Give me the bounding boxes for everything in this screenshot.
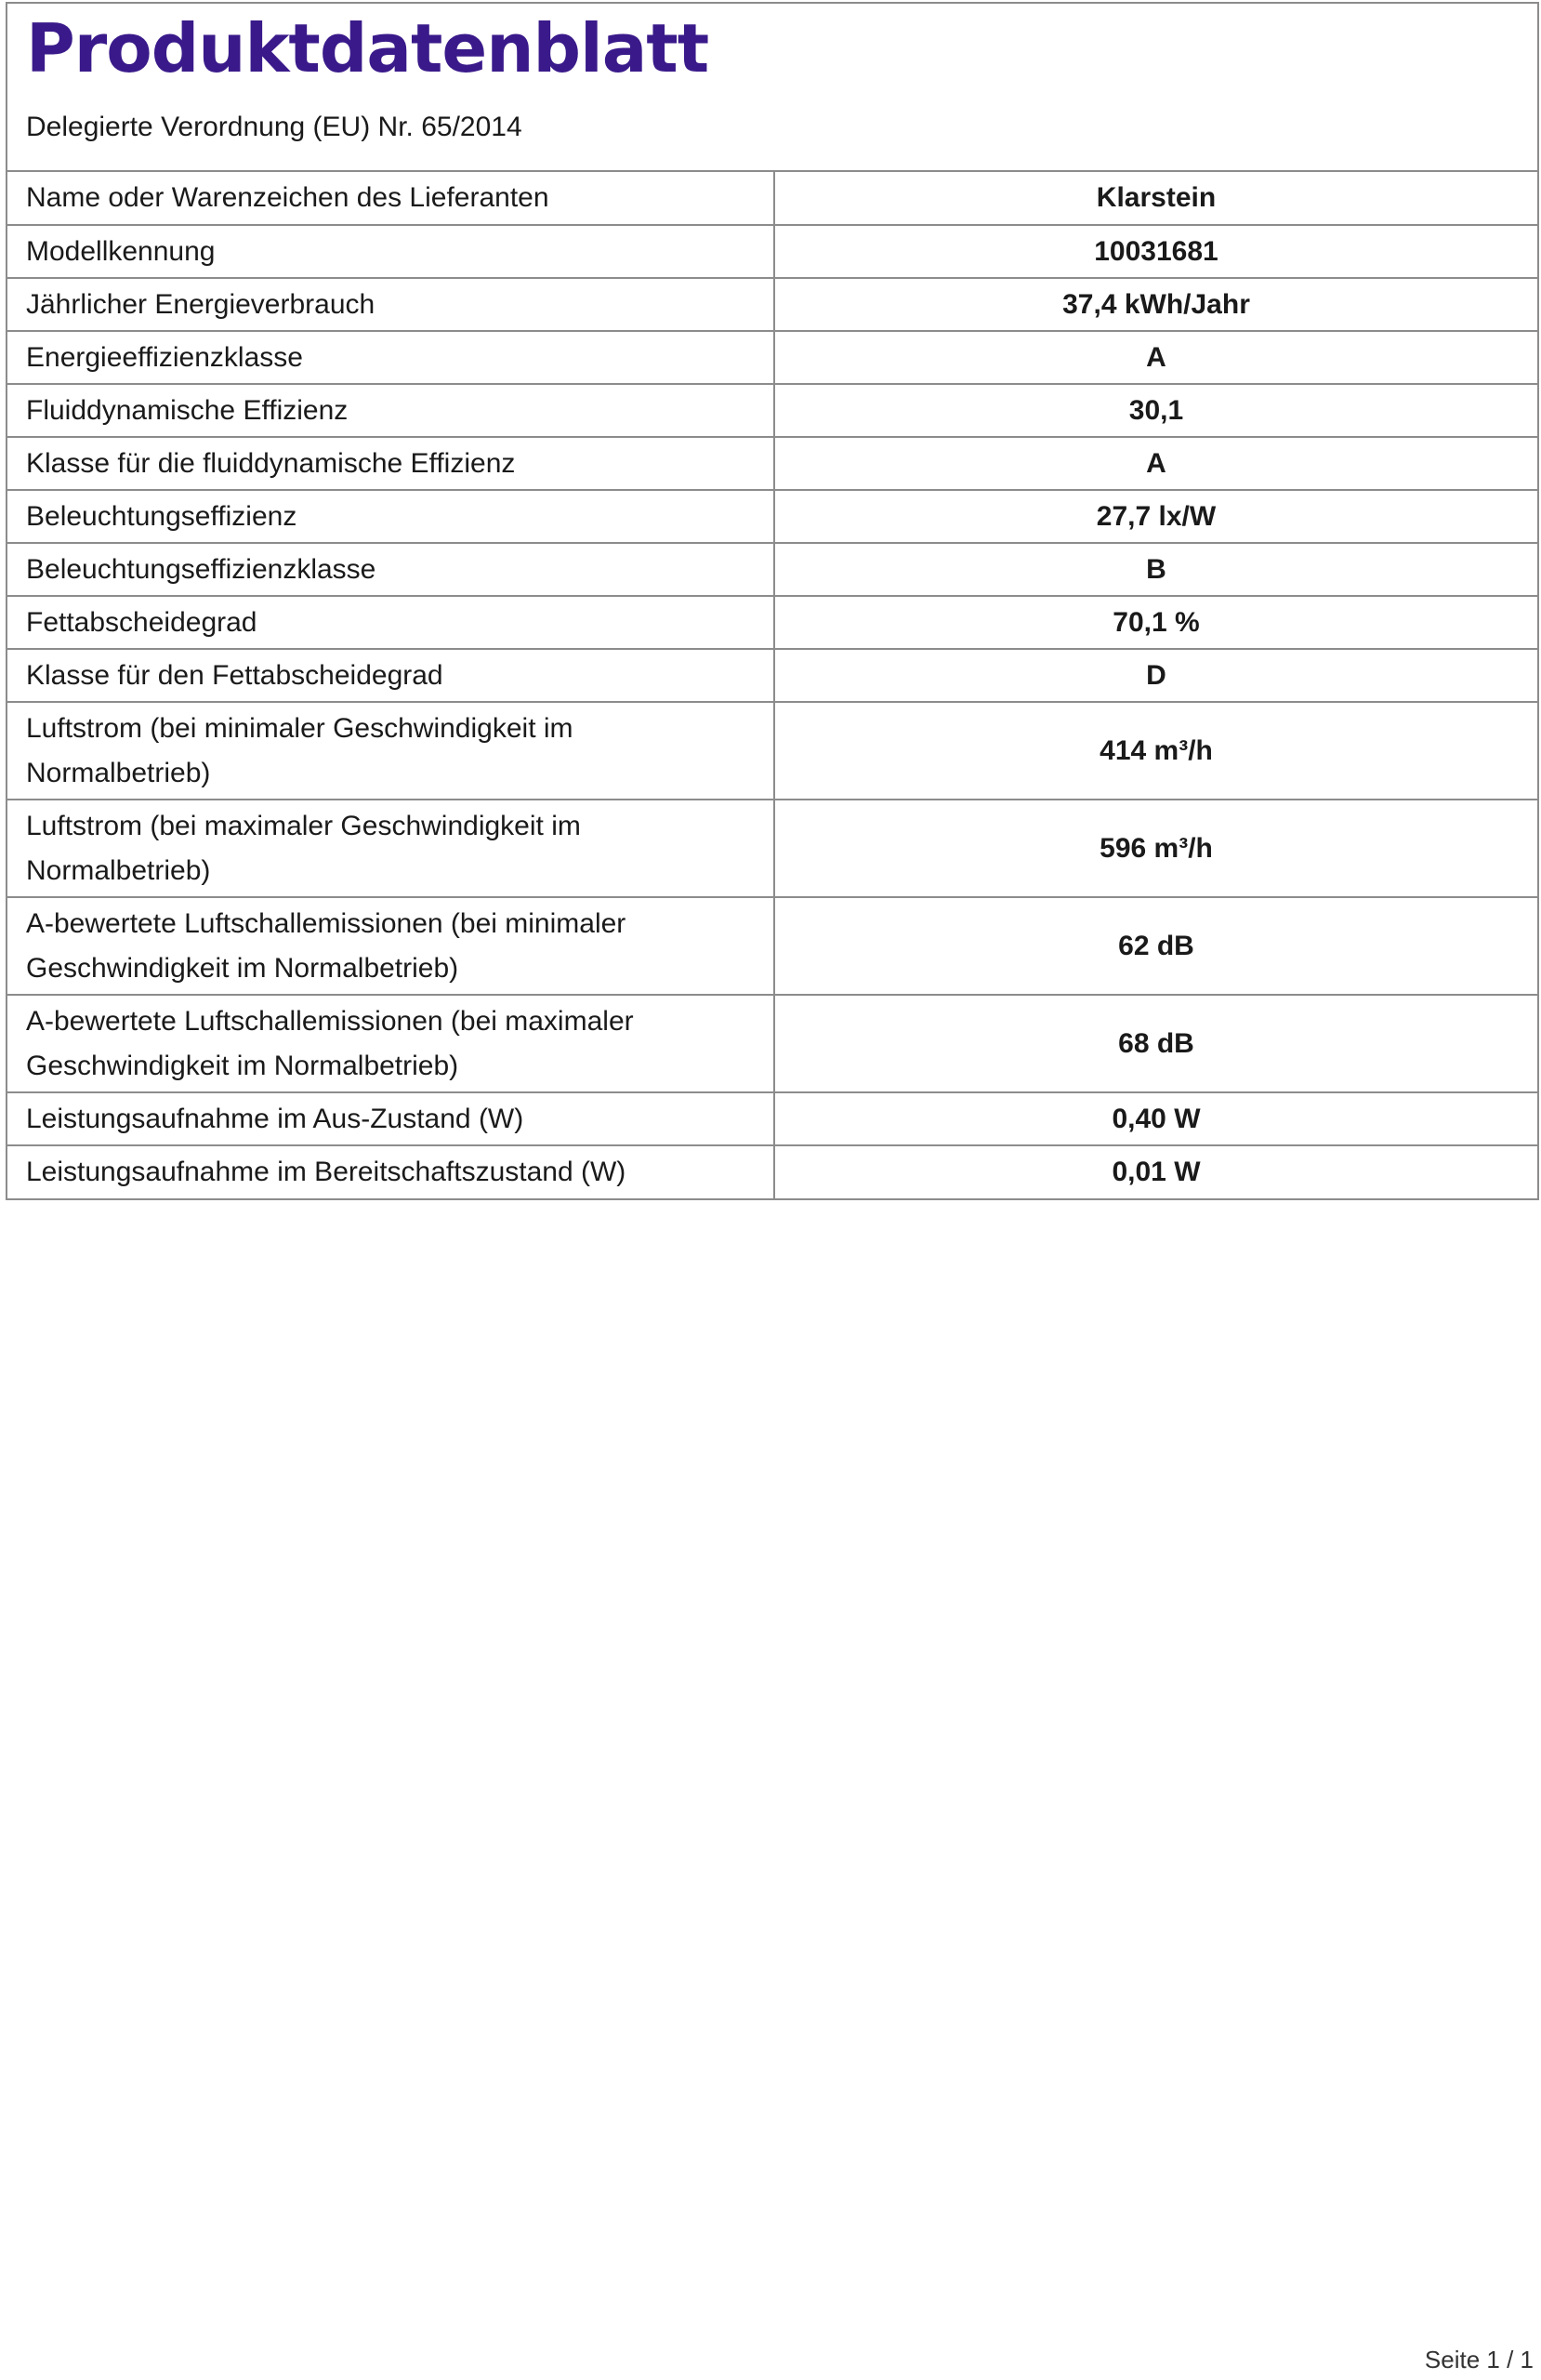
row-value: A <box>774 331 1537 384</box>
row-label: Jährlicher Energieverbrauch <box>7 278 774 331</box>
page-title: Produktdatenblatt <box>26 9 709 87</box>
table-row <box>7 543 1537 596</box>
row-value: 70,1 % <box>774 596 1537 649</box>
row-value: B <box>774 543 1537 596</box>
table-row <box>7 384 1537 437</box>
row-value: 37,4 kWh/Jahr <box>774 278 1537 331</box>
table-row <box>7 172 1537 225</box>
spec-table <box>7 172 1537 1198</box>
sheet-header <box>7 4 1537 172</box>
row-label: Leistungsaufnahme im Aus-Zustand (W) <box>7 1092 774 1145</box>
row-value: 596 m³/h <box>774 800 1537 897</box>
row-value: 10031681 <box>774 225 1537 278</box>
table-row <box>7 596 1537 649</box>
row-value: 68 dB <box>774 995 1537 1092</box>
table-row <box>7 278 1537 331</box>
row-label: Beleuchtungseffizienzklasse <box>7 543 774 596</box>
row-value: Klarstein <box>1096 182 1217 213</box>
table-row <box>7 225 1537 278</box>
row-label: Luftstrom (bei maximaler Geschwindigkeit im Normalbetrieb) <box>7 800 774 897</box>
table-row <box>7 897 1537 995</box>
regulation-reference: Delegierte Verordnung (EU) Nr. 65/2014 <box>26 112 522 142</box>
row-label: Energieeffizienzklasse <box>7 331 774 384</box>
row-value: 0,40 W <box>774 1092 1537 1145</box>
table-row <box>7 331 1537 384</box>
page-number: Seite 1 / 1 <box>1424 2346 1534 2373</box>
table-row <box>7 702 1537 800</box>
product-data-sheet <box>6 2 1539 1200</box>
row-value: D <box>774 649 1537 702</box>
table-row <box>7 437 1537 490</box>
row-label: Fettabscheidegrad <box>7 596 774 649</box>
row-value: 0,01 W <box>774 1145 1537 1198</box>
table-row <box>7 995 1537 1092</box>
row-value: 414 m³/h <box>774 702 1537 800</box>
row-label: Fluiddynamische Effizienz <box>7 384 774 437</box>
row-value: A <box>774 437 1537 490</box>
row-label: Beleuchtungseffizienz <box>7 490 774 543</box>
row-label: A-bewertete Luftschallemissionen (bei minimaler Geschwindigkeit im Normalbetrieb) <box>7 897 774 995</box>
table-row <box>7 649 1537 702</box>
row-value: 27,7 lx/W <box>774 490 1537 543</box>
table-row <box>7 490 1537 543</box>
table-row <box>7 1145 1537 1198</box>
table-row <box>7 1092 1537 1145</box>
row-label: A-bewertete Luftschallemissionen (bei maximaler Geschwindigkeit im Normalbetrieb) <box>7 995 774 1092</box>
row-value: 30,1 <box>774 384 1537 437</box>
row-label: Modellkennung <box>7 225 774 278</box>
row-value: 62 dB <box>774 897 1537 995</box>
row-label: Klasse für den Fettabscheidegrad <box>7 649 774 702</box>
row-label: Leistungsaufnahme im Bereitschaftszustand (W) <box>7 1145 774 1198</box>
row-label: Name oder Warenzeichen des Lieferanten <box>7 172 774 225</box>
table-row <box>7 800 1537 897</box>
row-label: Klasse für die fluiddynamische Effizienz <box>7 437 774 490</box>
row-label: Luftstrom (bei minimaler Geschwindigkeit im Normalbetrieb) <box>7 702 774 800</box>
